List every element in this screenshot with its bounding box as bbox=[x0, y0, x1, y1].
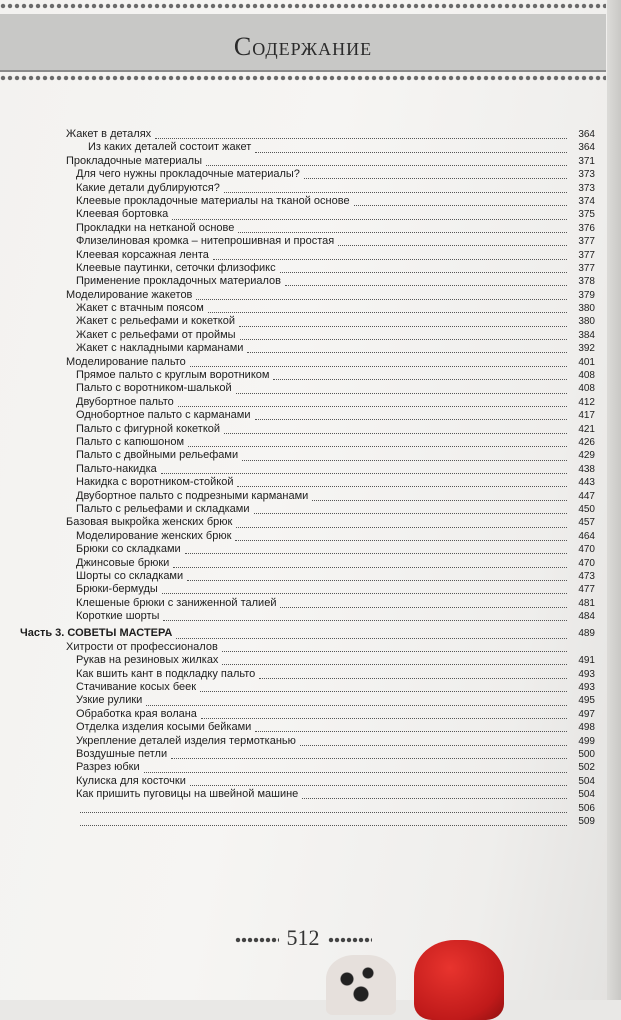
toc-entry[interactable] bbox=[20, 329, 595, 342]
dot-leader bbox=[285, 277, 567, 286]
toc-entry-page: 495 bbox=[578, 695, 595, 707]
toc-entry-title: Пальто с фигурной кокеткой bbox=[76, 422, 221, 435]
toc-entry-page: 498 bbox=[578, 722, 595, 734]
finger-nail-red bbox=[414, 940, 504, 1020]
toc-entry-title: Брюки со складками bbox=[76, 543, 181, 556]
toc-entry[interactable] bbox=[20, 262, 595, 275]
toc-entry-title: Клешеные брюки с заниженной талией bbox=[76, 596, 277, 609]
top-ornament bbox=[0, 0, 606, 12]
toc-entry-page: 371 bbox=[578, 155, 595, 167]
toc-entry-page: 504 bbox=[578, 789, 595, 801]
toc-entry-title: Брюки-бермуды bbox=[76, 583, 158, 596]
toc-entry-page: 499 bbox=[578, 735, 595, 747]
dot-leader bbox=[146, 697, 567, 706]
toc-entry-page: 417 bbox=[578, 410, 595, 422]
dot-leader bbox=[338, 237, 567, 246]
dot-leader bbox=[144, 764, 567, 773]
dot-leader bbox=[188, 438, 567, 447]
toc-entry-title: Джинсовые брюки bbox=[76, 556, 170, 569]
toc-entry[interactable] bbox=[20, 597, 595, 610]
toc-entry[interactable] bbox=[20, 141, 595, 154]
dot-leader bbox=[187, 572, 567, 581]
toc-entry-title: Клеевая корсажная лента bbox=[76, 248, 209, 261]
toc-entry-page: 373 bbox=[578, 169, 595, 181]
toc-entry-page: 412 bbox=[578, 396, 595, 408]
toc-entry[interactable] bbox=[20, 775, 595, 788]
dot-leader bbox=[259, 670, 567, 679]
toc-entry[interactable] bbox=[20, 436, 595, 449]
toc-entry[interactable] bbox=[20, 476, 595, 489]
toc-entry-title: Шорты со складками bbox=[76, 569, 184, 582]
toc-entry-title: Какие детали дублируются? bbox=[76, 181, 220, 194]
toc-entry-page: 443 bbox=[578, 477, 595, 489]
toc-entry-page: 438 bbox=[578, 463, 595, 475]
toc-entry-title: Жакет в деталях bbox=[66, 128, 152, 140]
toc-entry[interactable] bbox=[20, 530, 595, 543]
dot-leader bbox=[171, 750, 567, 759]
dot-leader bbox=[273, 371, 567, 380]
dot-leader bbox=[247, 344, 567, 353]
toc-entry-title: Однобортное пальто с карманами bbox=[76, 409, 251, 422]
toc-entry-title: Флизелиновая кромка – нитепрошивная и простая bbox=[76, 235, 335, 248]
toc-entry-page: 364 bbox=[578, 129, 595, 140]
dot-leader bbox=[302, 790, 567, 799]
toc-entry-page: 509 bbox=[578, 815, 595, 827]
toc-entry-title: Применение прокладочных материалов bbox=[76, 275, 282, 288]
dot-leader bbox=[224, 184, 567, 193]
toc-entry-title: Пальто с капюшоном bbox=[76, 435, 185, 448]
toc-entry[interactable] bbox=[20, 275, 595, 288]
toc-entry[interactable] bbox=[20, 654, 595, 667]
toc-entry-page: 493 bbox=[578, 668, 595, 680]
toc-entry[interactable] bbox=[20, 583, 595, 596]
toc-entry-page: 380 bbox=[578, 303, 595, 315]
toc-entry-title: Прямое пальто с круглым воротником bbox=[76, 369, 270, 382]
toc-entry-page: 380 bbox=[578, 316, 595, 328]
toc-entry[interactable] bbox=[20, 543, 595, 556]
toc-entry-title: Жакет с втачным поясом bbox=[76, 302, 204, 315]
right-ornament bbox=[328, 936, 372, 944]
dot-leader bbox=[238, 224, 567, 233]
dot-leader bbox=[162, 585, 567, 594]
toc-entry-page: 401 bbox=[578, 356, 595, 368]
toc-entry-page: 450 bbox=[578, 503, 595, 515]
dot-leader bbox=[222, 643, 567, 652]
toc-entry[interactable] bbox=[20, 449, 595, 462]
dot-leader bbox=[224, 425, 567, 434]
toc-entry-title: Как вшить кант в подкладку пальто bbox=[76, 667, 256, 680]
toc-entry-title: Стачивание косых беек bbox=[76, 681, 197, 694]
toc-entry-title: Обработка края волана bbox=[76, 707, 197, 720]
toc-entry[interactable] bbox=[20, 235, 595, 248]
toc-entry-title: Жакет с рельефами от проймы bbox=[76, 328, 236, 341]
toc-entry[interactable] bbox=[20, 627, 595, 640]
toc-entry-title: Кулиска для косточки bbox=[76, 774, 186, 787]
toc-entry-title: Как пришить пуговицы на швейной машине bbox=[76, 788, 299, 801]
toc-entry-page: 484 bbox=[578, 611, 595, 623]
dot-leader bbox=[161, 465, 567, 474]
toc-entry-title: Воздушные петли bbox=[76, 747, 168, 760]
toc-entry[interactable] bbox=[20, 342, 595, 355]
toc-entry-page: 384 bbox=[578, 329, 595, 341]
toc-entry[interactable] bbox=[20, 208, 595, 221]
dot-leader bbox=[213, 251, 567, 260]
toc-entry-title: Двубортное пальто bbox=[76, 395, 174, 408]
toc-entry-page: 378 bbox=[578, 276, 595, 288]
toc-entry-page: 489 bbox=[578, 628, 595, 640]
toc-entry-title: Базовая выкройка женских брюк bbox=[66, 516, 233, 529]
dot-leader bbox=[236, 385, 567, 394]
dot-leader bbox=[80, 817, 567, 826]
toc-entry-title: Пальто с двойными рельефами bbox=[76, 449, 239, 462]
toc-entry[interactable] bbox=[20, 815, 595, 828]
dot-leader bbox=[242, 452, 567, 461]
dot-leader bbox=[190, 777, 567, 786]
toc-entry-title: Двубортное пальто с подрезными карманами bbox=[76, 489, 309, 502]
page-title: Содержание bbox=[233, 32, 373, 61]
toc-entry-page: 375 bbox=[578, 209, 595, 221]
dot-leader bbox=[280, 264, 567, 273]
toc-entry-page: 470 bbox=[578, 557, 595, 569]
toc-entry-title: Прокладочные материалы bbox=[66, 154, 202, 167]
toc-entry-title: Жакет с накладными карманами bbox=[76, 342, 244, 355]
toc-entry-page: 429 bbox=[578, 450, 595, 462]
toc-entry[interactable] bbox=[20, 382, 595, 395]
toc-entry[interactable] bbox=[20, 302, 595, 315]
toc-entry[interactable] bbox=[20, 168, 595, 181]
toc-entry-title: Для чего нужны прокладочные материалы? bbox=[76, 168, 300, 181]
dot-leader bbox=[222, 656, 567, 665]
dot-leader bbox=[172, 211, 567, 220]
toc-entry-page: 373 bbox=[578, 182, 595, 194]
page-number: 512 bbox=[286, 925, 320, 950]
dot-leader bbox=[185, 545, 567, 554]
dot-leader bbox=[255, 723, 567, 732]
toc-entry-title: Прокладки на нетканой основе bbox=[76, 221, 235, 234]
toc-entry-page: 374 bbox=[578, 195, 595, 207]
toc-entry[interactable] bbox=[20, 735, 595, 748]
header-ornament bbox=[0, 72, 606, 84]
toc-entry-title: Клеевые паутинки, сеточки флизофикс bbox=[76, 261, 276, 274]
dot-leader bbox=[201, 710, 567, 719]
toc-entry[interactable] bbox=[20, 315, 595, 328]
finger-nail-decorated bbox=[326, 955, 396, 1015]
dot-leader bbox=[254, 505, 568, 514]
toc-entry-page: 426 bbox=[578, 436, 595, 448]
toc-entry-title: Из каких деталей состоит жакет bbox=[88, 141, 252, 154]
toc-entry-page: 457 bbox=[578, 517, 595, 529]
toc-entry-title: Короткие шорты bbox=[76, 610, 160, 623]
toc-entry[interactable] bbox=[20, 195, 595, 208]
toc-entry-page: 464 bbox=[578, 530, 595, 542]
left-ornament bbox=[235, 936, 279, 944]
table-of-contents bbox=[20, 128, 595, 828]
toc-entry-title: Пальто-накидка bbox=[76, 462, 157, 475]
toc-entry-page: 364 bbox=[578, 142, 595, 154]
toc-entry-title: Накидка с воротником-стойкой bbox=[76, 476, 234, 489]
dot-leader bbox=[354, 197, 567, 206]
toc-entry-page: 470 bbox=[578, 544, 595, 556]
dot-leader bbox=[173, 559, 567, 568]
toc-entry-page: 377 bbox=[578, 249, 595, 261]
toc-entry-title: Моделирование женских брюк bbox=[76, 529, 232, 542]
dot-leader bbox=[240, 331, 567, 340]
dot-leader bbox=[236, 519, 567, 528]
toc-entry-page: 392 bbox=[578, 343, 595, 355]
toc-entry[interactable] bbox=[20, 155, 595, 168]
toc-entry[interactable] bbox=[20, 557, 595, 570]
dot-leader bbox=[235, 532, 567, 541]
toc-entry-page: 473 bbox=[578, 570, 595, 582]
toc-entry[interactable] bbox=[20, 641, 595, 654]
toc-entry-page: 493 bbox=[578, 682, 595, 694]
toc-entry-title: Разрез юбки bbox=[76, 761, 140, 774]
page-edge bbox=[607, 0, 621, 1000]
toc-entry[interactable] bbox=[20, 356, 595, 369]
dot-leader bbox=[312, 492, 567, 501]
toc-entry[interactable] bbox=[20, 423, 595, 436]
toc-entry-page: 421 bbox=[578, 423, 595, 435]
dot-leader bbox=[255, 411, 567, 420]
toc-entry-page: 408 bbox=[578, 383, 595, 395]
toc-entry-title: Пальто с воротником-шалькой bbox=[76, 382, 232, 395]
toc-entry-title: Моделирование пальто bbox=[66, 355, 186, 368]
toc-entry[interactable] bbox=[20, 463, 595, 476]
toc-entry-title: Часть 3. СОВЕТЫ МАСТЕРА bbox=[20, 627, 173, 640]
toc-entry-title: Жакет с рельефами и кокеткой bbox=[76, 315, 235, 328]
dot-leader bbox=[155, 130, 567, 139]
dot-leader bbox=[178, 398, 567, 407]
toc-entry-title: Пальто с рельефами и складками bbox=[76, 502, 250, 515]
toc-entry[interactable] bbox=[20, 668, 595, 681]
toc-entry[interactable] bbox=[20, 788, 595, 801]
toc-entry[interactable] bbox=[20, 516, 595, 529]
toc-entry-title: Укрепление деталей изделия термотканью bbox=[76, 734, 296, 747]
dot-leader bbox=[300, 737, 567, 746]
toc-entry-page: 500 bbox=[578, 748, 595, 760]
dot-leader bbox=[163, 612, 567, 621]
toc-entry[interactable] bbox=[20, 222, 595, 235]
dot-leader bbox=[237, 478, 567, 487]
dot-leader bbox=[200, 683, 567, 692]
toc-entry[interactable] bbox=[20, 490, 595, 503]
dot-leader bbox=[304, 170, 567, 179]
toc-entry-page: 502 bbox=[578, 762, 595, 774]
toc-entry-page: 379 bbox=[578, 289, 595, 301]
toc-entry-page: 504 bbox=[578, 775, 595, 787]
toc-entry[interactable] bbox=[20, 748, 595, 761]
toc-entry[interactable] bbox=[20, 681, 595, 694]
toc-entry-title: Клеевая бортовка bbox=[76, 208, 169, 221]
toc-entry[interactable] bbox=[20, 369, 595, 382]
toc-entry-page: 376 bbox=[578, 222, 595, 234]
page-footer bbox=[0, 925, 606, 951]
toc-entry[interactable] bbox=[20, 694, 595, 707]
toc-entry-title: Клеевые прокладочные материалы на тканой основе bbox=[76, 194, 350, 207]
toc-entry[interactable] bbox=[20, 396, 595, 409]
toc-entry-title: Узкие рулики bbox=[76, 694, 143, 707]
toc-entry[interactable] bbox=[20, 249, 595, 262]
toc-entry-title: Рукав на резиновых жилках bbox=[76, 654, 219, 667]
dot-leader bbox=[239, 318, 567, 327]
toc-entry-page: 377 bbox=[578, 262, 595, 274]
toc-entry-title: Моделирование жакетов bbox=[66, 288, 193, 301]
toc-entry[interactable] bbox=[20, 610, 595, 623]
toc-entry-page: 491 bbox=[578, 655, 595, 667]
dot-leader bbox=[80, 804, 567, 813]
toc-entry-page: 447 bbox=[578, 490, 595, 502]
dot-leader bbox=[206, 157, 567, 166]
toc-entry-title: Отделка изделия косыми бейками bbox=[76, 721, 252, 734]
toc-entry-page: 408 bbox=[578, 370, 595, 382]
toc-entry[interactable] bbox=[20, 128, 595, 141]
toc-entry[interactable] bbox=[20, 802, 595, 815]
toc-entry[interactable] bbox=[20, 409, 595, 422]
toc-entry-page: 506 bbox=[578, 802, 595, 814]
toc-entry-page: 481 bbox=[578, 597, 595, 609]
dot-leader bbox=[190, 358, 567, 367]
toc-entry-page: 497 bbox=[578, 708, 595, 720]
toc-entry-page: 477 bbox=[578, 584, 595, 596]
toc-entry[interactable] bbox=[20, 721, 595, 734]
toc-entry[interactable] bbox=[20, 182, 595, 195]
toc-entry[interactable] bbox=[20, 761, 595, 774]
dot-leader bbox=[176, 630, 567, 639]
dot-leader bbox=[280, 599, 567, 608]
toc-entry[interactable] bbox=[20, 708, 595, 721]
dot-leader bbox=[196, 291, 567, 300]
dot-leader bbox=[208, 304, 567, 313]
toc-entry-title: Хитрости от профессионалов bbox=[66, 640, 218, 653]
dot-leader bbox=[255, 144, 567, 153]
toc-entry[interactable] bbox=[20, 289, 595, 302]
toc-entry-page: 377 bbox=[578, 236, 595, 248]
toc-entry[interactable] bbox=[20, 503, 595, 516]
toc-entry[interactable] bbox=[20, 570, 595, 583]
